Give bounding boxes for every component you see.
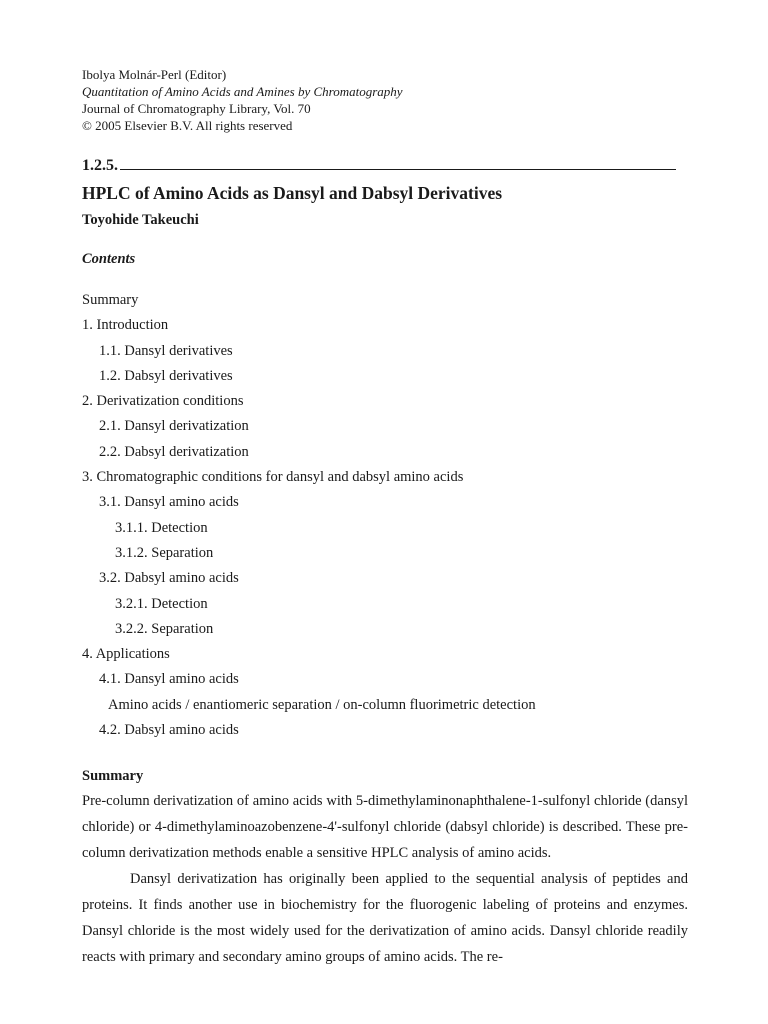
toc-item-dabsyl-derivatives[interactable]: 1.2. Dabsyl derivatives bbox=[99, 367, 233, 384]
copyright-line: © 2005 Elsevier B.V. All rights reserved bbox=[82, 118, 293, 133]
book-header bbox=[82, 66, 688, 134]
toc-item-dansyl-derivatization[interactable]: 2.1. Dansyl derivatization bbox=[99, 418, 249, 435]
toc-item-dabsyl-separation[interactable]: 3.2.2. Separation bbox=[115, 620, 214, 637]
table-of-contents bbox=[82, 288, 688, 743]
chapter-title: HPLC of Amino Acids as Dansyl and Dabsyl Derivatives bbox=[82, 183, 503, 203]
toc-item-dabsyl-derivatization[interactable]: 2.2. Dabsyl derivatization bbox=[99, 443, 249, 460]
toc-item-dansyl-detection[interactable]: 3.1.1. Detection bbox=[115, 519, 208, 536]
toc-item-derivatization-conditions[interactable]: 2. Derivatization conditions bbox=[82, 393, 244, 410]
section-rule bbox=[120, 169, 676, 170]
section-row bbox=[82, 154, 688, 176]
toc-item-enantiomeric-separation[interactable]: Amino acids / enantiomeric separation / on-column fluorimetric detection bbox=[108, 696, 536, 713]
editor-line: Ibolya Molnár-Perl (Editor) bbox=[82, 67, 227, 82]
summary-paragraph-1: Pre-column derivatization of amino acids with 5-dimethylaminonaphthalene-1-sulfonyl chloride (dansyl chloride) or 4-dimethylaminoazobenzene-4'-sulfonyl chloride (dabsyl chloride) is described. These pre-column derivatization methods enable a sensitive HPLC analysis of amino acids. bbox=[82, 793, 688, 862]
toc-item-dansyl-separation[interactable]: 3.1.2. Separation bbox=[115, 544, 214, 561]
toc-item-summary[interactable]: Summary bbox=[82, 292, 139, 308]
toc-item-dabsyl-detection[interactable]: 3.2.1. Detection bbox=[115, 595, 208, 612]
toc-item-applications-dabsyl[interactable]: 4.2. Dabsyl amino acids bbox=[99, 722, 239, 739]
toc-item-chromatographic-conditions[interactable]: 3. Chromatographic conditions for dansyl and dabsyl amino acids bbox=[82, 469, 464, 486]
book-title: Quantitation of Amino Acids and Amines by Chromatography bbox=[82, 84, 403, 99]
section-number: 1.2.5. bbox=[82, 157, 118, 174]
chapter-author: Toyohide Takeuchi bbox=[82, 212, 199, 228]
summary-paragraph-2: Dansyl derivatization has originally been applied to the sequential analysis of peptides and proteins. It finds another use in biochemistry for the fluorogenic labeling of proteins and enzymes. Dansyl chloride is the most widely used for the derivatization of amino acids. Dansyl chloride readily reacts with primary and secondary amino groups of amino acids. The re- bbox=[82, 871, 688, 966]
toc-item-dansyl-derivatives[interactable]: 1.1. Dansyl derivatives bbox=[99, 342, 233, 359]
toc-item-dabsyl-amino-acids[interactable]: 3.2. Dabsyl amino acids bbox=[99, 570, 239, 587]
toc-item-applications-dansyl[interactable]: 4.1. Dansyl amino acids bbox=[99, 671, 239, 688]
toc-item-introduction[interactable]: 1. Introduction bbox=[82, 317, 169, 334]
series-line: Journal of Chromatography Library, Vol. 70 bbox=[82, 101, 311, 116]
document-page bbox=[82, 66, 688, 970]
contents-heading: Contents bbox=[82, 251, 136, 267]
toc-item-dansyl-amino-acids[interactable]: 3.1. Dansyl amino acids bbox=[99, 494, 239, 511]
toc-item-applications[interactable]: 4. Applications bbox=[82, 646, 170, 663]
summary-heading: Summary bbox=[82, 768, 144, 785]
